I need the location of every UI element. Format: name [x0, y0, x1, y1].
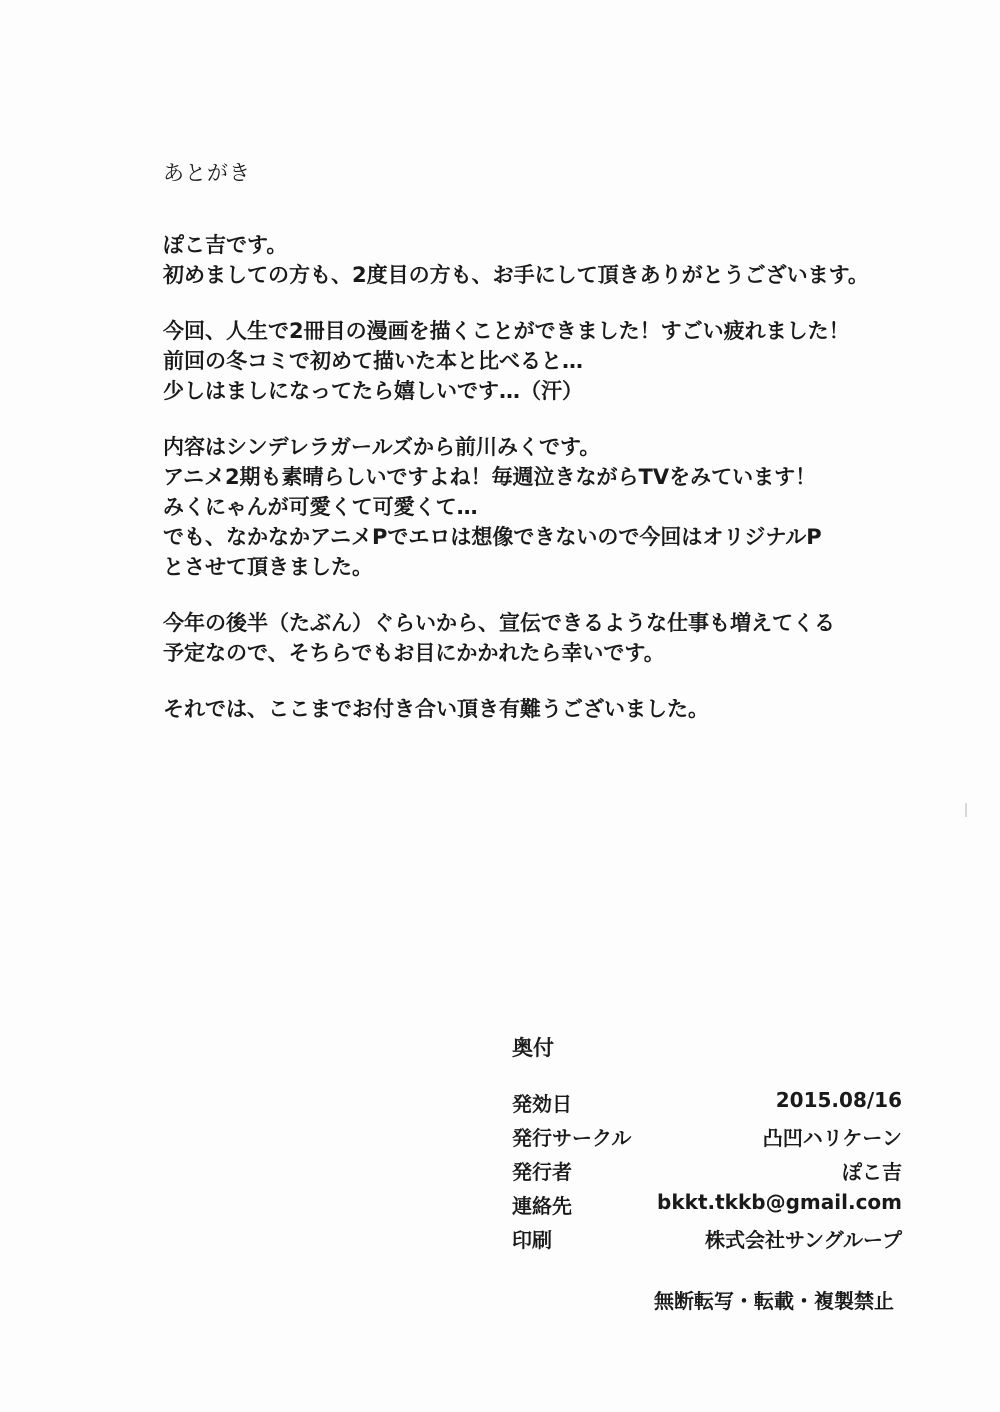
afterword-line: それでは、ここまでお付き合い頂き有難うございました。 [163, 697, 709, 721]
colophon-row [512, 1156, 902, 1190]
colophon-row [512, 1122, 902, 1156]
colophon-value: ぽこ吉 [842, 1160, 902, 1184]
colophon-row [512, 1190, 902, 1224]
colophon-value: bkkt.tkkb@gmail.com [657, 1190, 902, 1214]
afterword-line: アニメ2期も素晴らしいですよね！毎週泣きながらTVをみています！ [163, 465, 817, 489]
colophon-value: 凸凹ハリケーン [762, 1126, 902, 1150]
colophon-row [512, 1224, 902, 1258]
afterword-line: みくにゃんが可愛くて可愛くて… [163, 495, 478, 519]
afterword-heading: あとがき [163, 161, 251, 185]
colophon-row [512, 1088, 902, 1122]
scan-speck [965, 803, 967, 817]
colophon-value: 株式会社サングループ [705, 1228, 902, 1252]
afterword-line: 初めましての方も、2度目の方も、お手にして頂きありがとうございます。 [163, 263, 869, 287]
afterword-line: ぽこ吉です。 [163, 233, 288, 257]
afterword-line: 少しはましになってたら嬉しいです…（汗） [163, 379, 583, 403]
afterword-line: 予定なので、そちらでもお目にかかれたら幸いです。 [163, 641, 665, 665]
afterword-line: 前回の冬コミで初めて描いた本と比べると… [163, 349, 583, 373]
colophon-label: 発効日 [512, 1092, 572, 1116]
afterword-body [163, 230, 883, 724]
afterword-line: でも、なかなかアニメPでエロは想像できないので今回はオリジナルP [163, 525, 822, 549]
colophon-label: 連絡先 [512, 1194, 572, 1218]
afterword-line: 今年の後半（たぶん）ぐらいから、宣伝できるような仕事も増えてくる [163, 611, 835, 635]
afterword-line: とさせて頂きました。 [163, 555, 373, 579]
colophon-title: 奥付 [512, 1036, 554, 1060]
colophon-label: 印刷 [512, 1228, 552, 1252]
afterword-line: 内容はシンデレラガールズから前川みくです。 [163, 435, 601, 459]
copyright-notice: 無断転写・転載・複製禁止 [654, 1289, 894, 1313]
colophon-value: 2015.08/16 [775, 1088, 902, 1112]
colophon-table [512, 1088, 902, 1258]
colophon-label: 発行サークル [512, 1126, 632, 1150]
colophon-label: 発行者 [512, 1160, 572, 1184]
afterword-line: 今回、人生で2冊目の漫画を描くことができました！すごい疲れました！ [163, 319, 850, 343]
